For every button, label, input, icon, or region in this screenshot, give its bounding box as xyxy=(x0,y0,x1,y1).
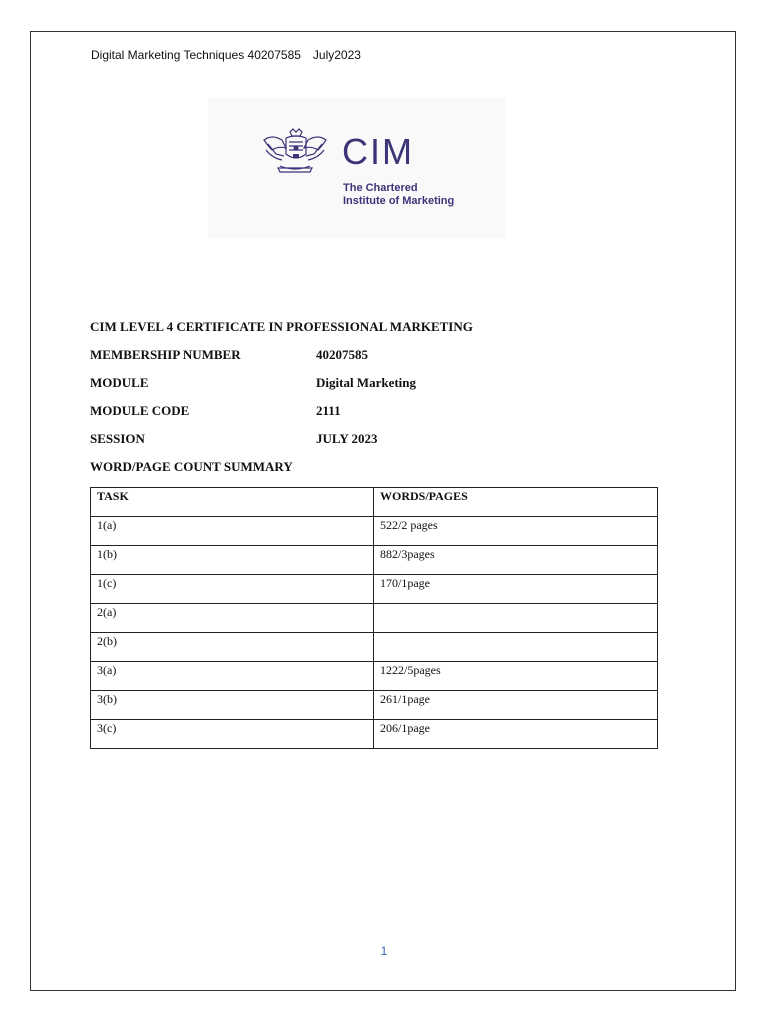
detail-value: 2111 xyxy=(316,403,341,418)
words-cell: 882/3pages xyxy=(374,546,658,575)
words-cell xyxy=(374,633,658,662)
words-cell: 261/1page xyxy=(374,691,658,720)
header-date: July2023 xyxy=(312,48,361,62)
table-row xyxy=(91,691,658,720)
table-row xyxy=(91,604,658,633)
cim-logo xyxy=(208,98,506,238)
task-cell: 2(b) xyxy=(91,633,374,662)
task-cell: 3(b) xyxy=(91,691,374,720)
logo-tagline xyxy=(343,182,454,208)
table-header-row xyxy=(91,488,658,517)
table-row xyxy=(91,720,658,749)
task-cell: 1(c) xyxy=(91,575,374,604)
words-cell: 1222/5pages xyxy=(374,662,658,691)
detail-value: Digital Marketing xyxy=(316,375,417,390)
crest-icon xyxy=(260,128,330,181)
certificate-title: CIM LEVEL 4 CERTIFICATE IN PROFESSIONAL MARKETING xyxy=(90,319,473,334)
task-cell: 2(a) xyxy=(91,604,374,633)
table-row xyxy=(91,517,658,546)
summary-title: WORD/PAGE COUNT SUMMARY xyxy=(90,459,293,474)
column-header-task: TASK xyxy=(91,488,374,517)
task-cell: 3(a) xyxy=(91,662,374,691)
table-row xyxy=(91,546,658,575)
document-header xyxy=(91,48,361,62)
column-header-words: WORDS/PAGES xyxy=(374,488,658,517)
header-title: Digital Marketing Techniques 40207585 xyxy=(91,48,301,62)
words-cell: 522/2 pages xyxy=(374,517,658,546)
logo-tagline-line2: Institute of Marketing xyxy=(343,195,455,207)
table-row xyxy=(91,633,658,662)
table-row xyxy=(91,662,658,691)
detail-value: 40207585 xyxy=(316,347,368,362)
page-number: 1 xyxy=(380,944,388,958)
words-cell xyxy=(374,604,658,633)
task-cell: 1(b) xyxy=(91,546,374,575)
word-count-table xyxy=(90,487,658,749)
detail-label: MEMBERSHIP NUMBER xyxy=(90,347,241,362)
detail-label: MODULE xyxy=(90,375,149,390)
words-cell: 206/1page xyxy=(374,720,658,749)
detail-value: JULY 2023 xyxy=(316,431,378,446)
detail-label: MODULE CODE xyxy=(90,403,190,418)
task-cell: 3(c) xyxy=(91,720,374,749)
detail-label: SESSION xyxy=(90,431,145,446)
task-cell: 1(a) xyxy=(91,517,374,546)
logo-tagline-line1: The Chartered xyxy=(343,182,418,194)
table-row xyxy=(91,575,658,604)
logo-wordmark: CIM xyxy=(342,131,414,172)
words-cell: 170/1page xyxy=(374,575,658,604)
